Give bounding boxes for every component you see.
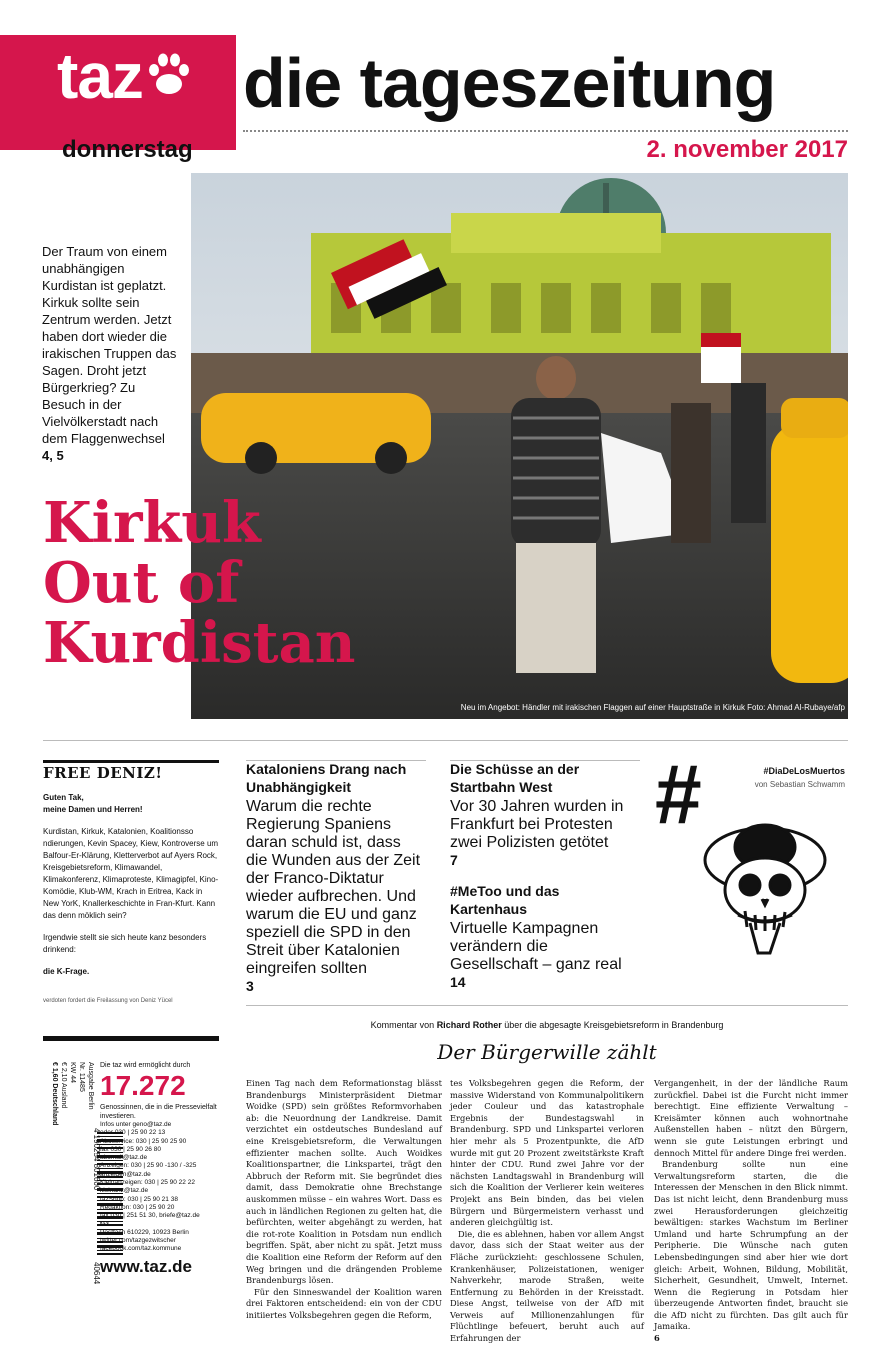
lead-teaser-pages: 4, 5: [42, 448, 64, 463]
article-title: Die Schüsse an der Startbahn West: [450, 761, 580, 795]
commentary-text: tes Volksbegehren gegen die Reform, der massive Widerstand von Kommunalpolitikern jeder Couleur und das katastrophale Ergebnis der Bundestagswahl in Brandenburg. SPD und Linkspartei verloren hier mehr als 5 Prozentpunkte, die AfD wurde mit gut 20 Prozent zweitstärkste Kraft hinter der CDU. Rund zwei Jahre vor der nächsten Landtagswahl in Brandenburg will sich die Koalition der Verlierer kein weiteres Projekt ans Bein binden, das bei vielen Bürgern und Bürgermeistern verhasst und anderen gleichgültig ist.: [450, 1078, 644, 1228]
kicker-suffix: über die abgesagte Kreisgebietsreform in Brandenburg: [504, 1020, 724, 1030]
contact-line: Redaktion: 030 | 25 90 20: [100, 1203, 175, 1211]
barcode-number: 4 190254 801600: [92, 1128, 101, 1191]
price-abroad: € 2,10 Ausland: [60, 1062, 67, 1109]
commentary-text: Für den Sinneswandel der Koalition waren drei Faktoren entscheidend: ein von der CDU initiiertes Volksbegehren gegen die Reform,: [246, 1286, 442, 1320]
commentary-author: Richard Rother: [436, 1020, 502, 1030]
article-startbahn[interactable]: [450, 760, 640, 868]
lead-headline[interactable]: [43, 490, 356, 676]
hashtag-author: von Sebastian Schwamm: [754, 780, 845, 789]
contact-line: Postfach 610229, 10923 Berlin: [100, 1228, 189, 1236]
sidebar-rule: [43, 1036, 219, 1041]
free-deniz-title: FREE DENIZ!: [43, 764, 163, 782]
contact-line: taz: [100, 1220, 110, 1228]
hashtag-symbol: #: [655, 747, 702, 841]
article-page: 14: [450, 974, 466, 990]
edition-label: Ausgabe Berlin: [87, 1062, 94, 1110]
barcode-suffix: 40644: [92, 1262, 101, 1285]
weekday: donnerstag: [62, 136, 193, 163]
headline-line: Kurdistan: [43, 610, 356, 676]
masthead-title: die tageszeitung: [243, 44, 776, 122]
contact-line: Aboservice: 030 | 25 90 25 90: [100, 1137, 187, 1145]
article-body: Vor 30 Jahren wurden in Frankfurt bei Protesten zwei Polizisten getötet: [450, 798, 624, 851]
free-deniz-text: Kurdistan, Kirkuk, Katalonien, Koalitionsso ndierungen, Kevin Spacey, Kiew, Kontroverse um Balfour-Er-Klärung, Kletterverbot auf Ayers Rock, Kreisgebietsreform, Klimawandel, Klimakonferenz, Klimaproteste, Klimagipfel, Kino-Komödie, Klub-WM, Krach in Eritrea, Kack in New YorK, Knallerkeschichte in Fran-Kfurt. Kann das denn möklich sein?: [43, 827, 219, 920]
contact-line: oder 030 | 25 90 22 13: [100, 1129, 166, 1137]
masthead-divider: [243, 130, 848, 132]
contact-line: fax 030 | 25 90 26 80: [100, 1145, 161, 1153]
commentary-column-2: [450, 1078, 644, 1345]
sidebar-vertical-info: [50, 1062, 95, 1282]
headline-line: Kirkuk: [43, 490, 261, 556]
commentary-column-1: [246, 1078, 442, 1321]
free-deniz-column: [43, 764, 219, 1004]
greeting-line: Guten Tak,: [43, 793, 84, 802]
article-title: #MeToo und das Kartenhaus: [450, 883, 560, 917]
article-page: 3: [246, 978, 254, 994]
issue-date: 2. november 2017: [646, 136, 848, 163]
contact-line[interactable]: anzeigen@taz.de: [100, 1170, 151, 1178]
photo-caption: Neu im Angebot: Händler mit irakischen Flaggen auf einer Hauptstraße in Kirkuk Foto: Ahmad Al-Rubaye/afp: [460, 703, 845, 712]
issue-week: KW 44: [69, 1062, 76, 1084]
contact-line: Kleinanzeigen: 030 | 25 90 22 22: [100, 1179, 195, 1187]
taz-logo[interactable]: taz: [57, 44, 191, 108]
kicker-prefix: Kommentar von: [370, 1020, 435, 1030]
sidebar-contacts: [100, 1121, 220, 1254]
headline-line: Out of: [43, 550, 240, 616]
lead-teaser-text: Der Traum von einem unabhängigen Kurdistan ist geplatzt. Kirkuk sollte sein Zentrum werden. Jetzt haben dort wieder die irakischen Truppen das Sagen. Droht jetzt Bürgerkrieg? Zu Besuch in der Vielvölkerstadt nach dem Flaggenwechsel: [42, 244, 177, 446]
hashtag-title[interactable]: #DiaDeLosMuertos: [763, 766, 845, 776]
member-count: 17.272: [100, 1070, 186, 1101]
paw-icon: [147, 44, 191, 108]
section-divider: [43, 740, 848, 741]
website-link[interactable]: www.taz.de: [100, 1256, 192, 1276]
commentary-kicker: [246, 1020, 848, 1030]
sidebar-info: [100, 1062, 220, 1277]
issue-number: Nr. 11485: [78, 1062, 85, 1092]
commentary-text: Brandenburg sollte nun eine Verwaltungsreform starten, die die Interessen der Menschen in den Blick nimmt. Das ist nicht leicht, denn Brandenburg muss zwei Herausforderungen gleichzeitig bewältigen: starkes Wachstum im Berliner Umland und harte Schrumpfung an der Peripherie. Die Wünsche nach guten Lebensbedingungen sind aber hier wie dort gleich: Arbeit, Wohnen, Bildung, Mobilität, Sicherheit, Gesundheit, Umwelt, Internet. Wenn die Regierung in Potsdam hier überzeugende Antworten findet, braucht sie die AfD nicht zu fürchten. Das gilt auch für Jamaika.: [654, 1159, 848, 1332]
article-body: Virtuelle Kampagnen verändern die Gesellschaft – ganz real: [450, 920, 622, 973]
contact-line: Anzeigen: 030 | 25 90 -130 / -325: [100, 1162, 197, 1170]
free-deniz-text2: Irgendwie stellt sie sich heute kanz besonders drinkend:: [43, 933, 207, 954]
commentary-rule: [246, 1005, 848, 1006]
free-deniz-question: die K-Frage.: [43, 967, 90, 976]
commentary-column-3: [654, 1078, 848, 1345]
commentary-text: Die, die es ablehnen, haben vor allem Angst davor, dass sich der Staat weiter aus der Fläche zurückzieht: geschlossene Schulen, Krankenhäuser, Polizeistationen, weniger Nahverkehr, marode Straßen, weite Entfernung zu Behörden in der Kreisstadt. Diese Angst, teilweise von der AfD mit Verweis auf Millionenzahlungen für Flüchtlinge befeuert, beruht auch auf Erfahrungen der: [450, 1228, 644, 1344]
free-deniz-rule: [43, 760, 219, 763]
article-page: 7: [450, 852, 458, 868]
contact-line[interactable]: Infos unter geno@taz.de: [100, 1121, 172, 1128]
article-body: Warum die rechte Regierung Spaniens daran schuld ist, dass die Wunden aus der Zeit der Franco-Diktatur wieder aufbrechen. Und warum die EU und ganz speziell die SPD in den Streit über Katalonien eingreifen sollten: [246, 798, 421, 977]
sidebar-intro: Die taz wird ermöglicht durch: [100, 1062, 191, 1069]
sidebar-barcode-area: [43, 1062, 101, 1285]
commentary-title[interactable]: Der Bürgerwille zählt: [437, 1040, 657, 1064]
contact-line[interactable]: twitter.com/tazgezwitscher: [100, 1237, 176, 1245]
commentary-text: Vergangenheit, in der der ländliche Raum zurückfiel. Dabei ist die Furcht nicht immer berechtigt. Eine effiziente Verwaltung – Kreisämter können auch wohnortnahe Außenstellen haben – nützt den Bürgern, wenn sie gute Leistungen erbringt und dennoch Mittel für andere Dinge frei werden.: [654, 1078, 848, 1158]
commentary-text: Einen Tag nach dem Reformationstag blässt Brandenburgs Ministerpräsident Dietmar Woidke (SPD) sein größtes Reformvorhaben ab: die Neuordnung der Landkreise. Damit verzichtet ein ostdeutsches Bundesland auf eine Kreisgebietsreform, die Verwaltungen effizienter machen sollte. Auch Woidkes Koalitionspartner, die Linkspartei, trägt den Abbruch der Reform mit. Sie begründet dies damit, dass Demokratie ohne Brechstange auskommen müsse – ein wahres Wort. Dass es auch in ländlichen Regionen zu gelten hat, die befürchten, weiter abgehängt zu werden, hat die rot-rote Koalition in Potsdam nun endlich begriffen. Spät, aber nicht zu spät. Jetzt muss die Koalition eine Reform der Reform auf den Weg bringen und die drängenden Probleme Brandenburgs lösen.: [246, 1078, 442, 1286]
article-katalonien[interactable]: [246, 760, 426, 994]
contact-line[interactable]: fax 030 | 251 51 30, briefe@taz.de: [100, 1212, 200, 1220]
greeting-line: meine Damen und Herren!: [43, 805, 143, 814]
contact-line: tazShop: 030 | 25 90 21 38: [100, 1195, 178, 1203]
greeting: [43, 792, 219, 816]
contact-line[interactable]: abomail@taz.de: [100, 1154, 148, 1162]
article-title: Kataloniens Drang nach Unabhängigkeit: [246, 761, 407, 795]
contact-line[interactable]: kleinanz@taz.de: [100, 1187, 149, 1195]
member-note: Genossinnen, die in die Pressevielfalt investieren.: [100, 1104, 217, 1120]
lead-teaser[interactable]: [42, 243, 182, 464]
skull-sombrero-icon: [700, 815, 840, 970]
free-deniz-footnote: verdoten fordert die Freilassung von Deniz Yücel: [43, 998, 173, 1004]
article-metoo[interactable]: [450, 882, 640, 990]
price-germany: € 1,60 Deutschland: [51, 1062, 58, 1126]
commentary-page: 6: [654, 1333, 660, 1344]
contact-line[interactable]: facebook.com/taz.kommune: [100, 1245, 182, 1253]
